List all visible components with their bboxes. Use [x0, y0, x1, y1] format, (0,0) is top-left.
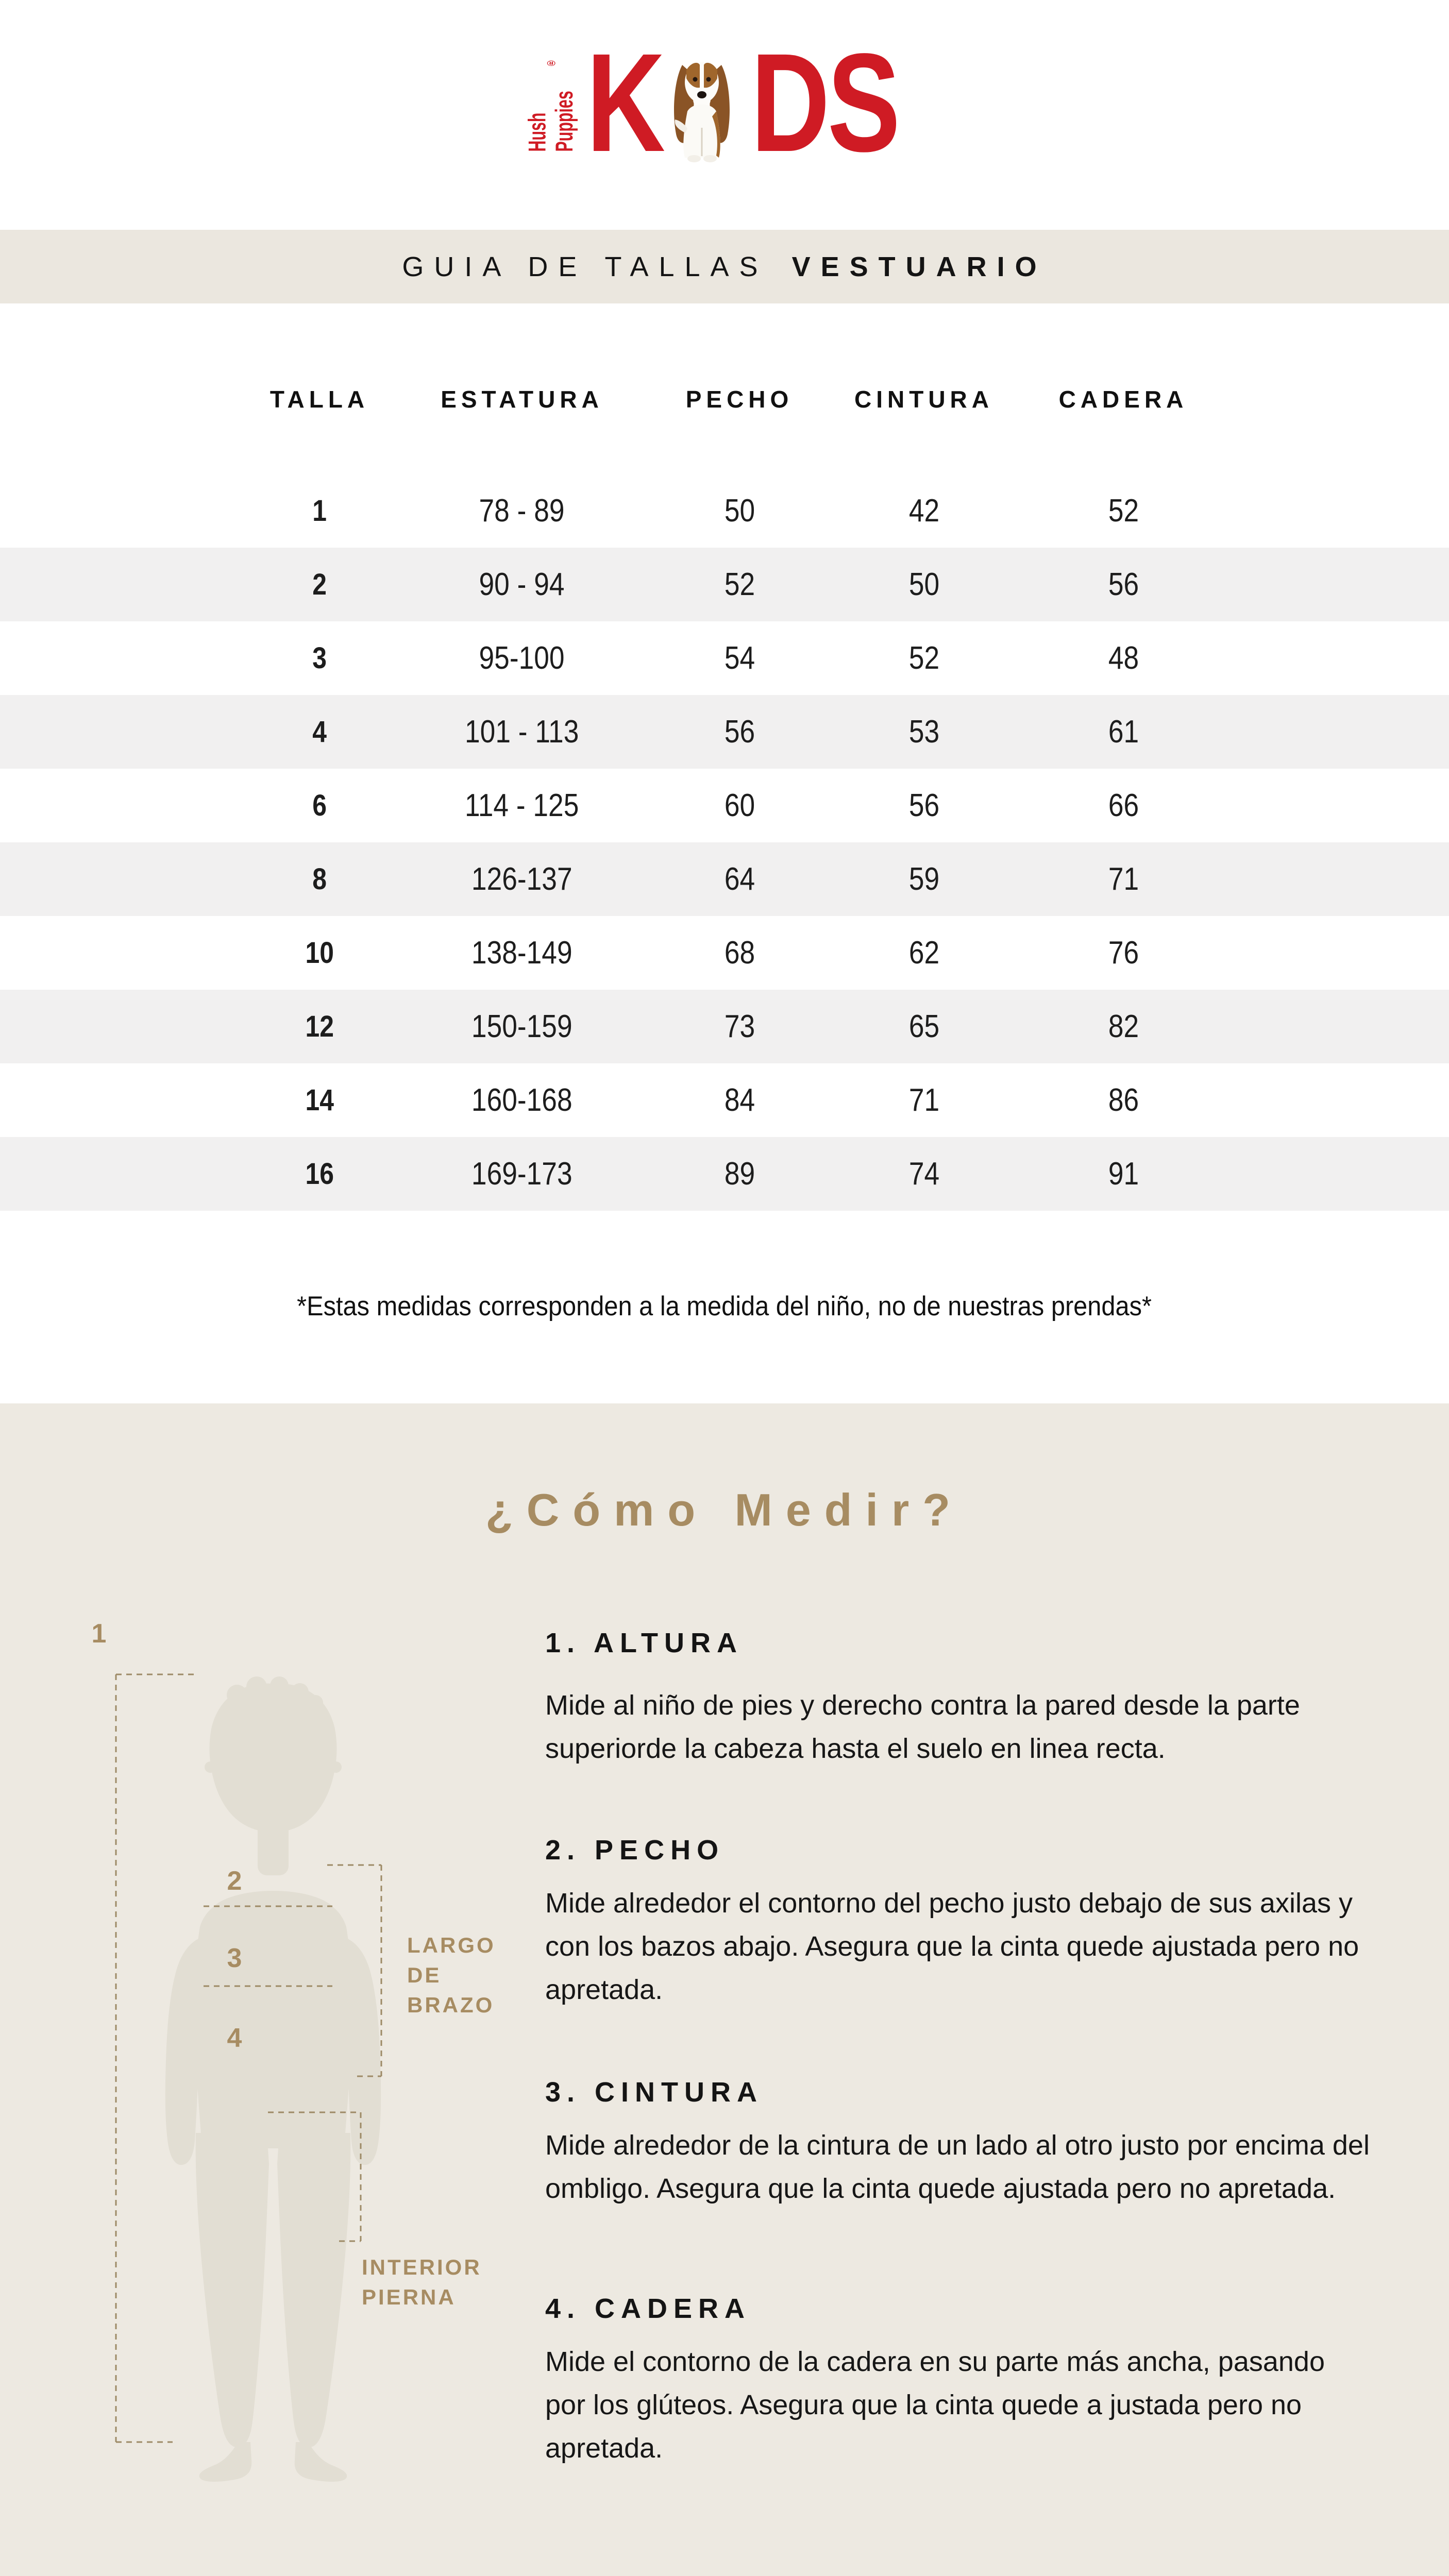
cell-talla: 8 — [312, 862, 327, 896]
banner-title-bold: VESTUARIO — [791, 251, 1047, 282]
brand-name-vertical — [525, 59, 579, 152]
table-row — [0, 769, 1449, 842]
header-estatura: ESTATURA — [441, 386, 603, 413]
cell-pecho: 68 — [724, 935, 755, 971]
cell-talla: 16 — [305, 1157, 334, 1191]
table-row — [0, 842, 1449, 916]
cell-cintura: 42 — [908, 493, 939, 529]
cell-pecho: 52 — [724, 567, 755, 602]
logo-letters-ds: DS — [751, 24, 898, 181]
table-row — [0, 548, 1449, 621]
header-cadera: CADERA — [1058, 386, 1188, 413]
cell-cintura: 62 — [908, 935, 939, 971]
size-table — [0, 474, 1449, 1211]
table-row — [0, 695, 1449, 769]
child-silhouette — [165, 1676, 381, 2482]
figure-label-2: 2 — [227, 1866, 242, 1896]
section-body-cadera: Mide el contorno de la cadera en su parte más ancha, pasando por los glúteos. Asegura que la cinta quede a justada pero no apretada. — [545, 2346, 1325, 2464]
cell-pecho: 64 — [724, 861, 755, 897]
cell-estatura: 126-137 — [471, 861, 572, 897]
table-row — [0, 621, 1449, 695]
child-silhouette-figure — [67, 1597, 510, 2524]
table-row — [0, 1137, 1449, 1211]
table-row — [0, 990, 1449, 1063]
cell-cintura: 53 — [908, 714, 939, 750]
cell-estatura: 150-159 — [471, 1009, 572, 1044]
cell-talla: 6 — [312, 789, 327, 822]
logo-letter-k: K — [586, 24, 663, 181]
cell-estatura: 114 - 125 — [465, 788, 579, 823]
cell-cintura: 50 — [908, 567, 939, 602]
table-row — [0, 474, 1449, 548]
cell-cadera: 91 — [1108, 1156, 1139, 1192]
size-guide-banner — [0, 230, 1449, 303]
cell-cintura: 59 — [908, 861, 939, 897]
cell-cintura: 71 — [908, 1082, 939, 1118]
cell-estatura: 169-173 — [471, 1156, 572, 1192]
section-body-cintura: Mide alrededor de la cintura de un lado al otro justo por encima del ombligo. Asegura que la cinta quede ajustada pero no apretada. — [545, 2130, 1370, 2204]
banner-title-regular: GUIA DE TALLAS — [402, 251, 768, 282]
cell-cadera: 76 — [1108, 935, 1139, 971]
cell-cadera: 66 — [1108, 788, 1139, 823]
table-row — [0, 1063, 1449, 1137]
registered-mark: ® — [545, 59, 558, 67]
cell-talla: 10 — [305, 936, 334, 970]
arm-length-label-line1: LARGO — [407, 1933, 496, 1957]
how-to-measure-title: ¿Cómo Medir? — [485, 1484, 964, 1535]
cell-talla: 12 — [305, 1010, 334, 1043]
size-table-header — [0, 361, 1449, 438]
cell-estatura: 101 - 113 — [465, 714, 579, 750]
cell-estatura: 138-149 — [471, 935, 572, 971]
section-heading-cadera: 4. CADERA — [545, 2293, 751, 2324]
cell-cadera: 71 — [1108, 861, 1139, 897]
header-talla: TALLA — [269, 386, 369, 413]
section-heading-altura: 1. ALTURA — [545, 1628, 743, 1658]
brand-logo — [0, 24, 1449, 181]
cell-pecho: 54 — [724, 640, 755, 676]
cell-pecho: 60 — [724, 788, 755, 823]
cell-talla: 3 — [312, 641, 327, 675]
section-heading-pecho: 2. PECHO — [545, 1835, 725, 1866]
inseam-label-line2: PIERNA — [362, 2285, 456, 2309]
brand-name-text: Hush Puppies — [524, 91, 579, 152]
cell-cadera: 61 — [1108, 714, 1139, 750]
table-row — [0, 916, 1449, 990]
cell-cadera: 52 — [1108, 493, 1139, 529]
figure-label-4: 4 — [227, 2023, 242, 2053]
cell-talla: 1 — [312, 494, 327, 528]
arm-length-label-line3: BRAZO — [407, 1993, 495, 2017]
inseam-label-line1: INTERIOR — [362, 2255, 482, 2279]
cell-cadera: 82 — [1108, 1009, 1139, 1044]
cell-cintura: 65 — [908, 1009, 939, 1044]
cell-cadera: 48 — [1108, 640, 1139, 676]
header-pecho: PECHO — [685, 386, 794, 413]
section-body-pecho: Mide alrededor el contorno del pecho justo debajo de sus axilas y con los bazos abajo. Asegura que la cinta quede ajustada pero no apretada. — [545, 1888, 1359, 2005]
header-cintura: CINTURA — [854, 386, 993, 413]
cell-pecho: 84 — [724, 1082, 755, 1118]
cell-pecho: 73 — [724, 1009, 755, 1044]
cell-pecho: 50 — [724, 493, 755, 529]
cell-cintura: 56 — [908, 788, 939, 823]
cell-estatura: 90 - 94 — [479, 567, 565, 602]
figure-label-1: 1 — [91, 1619, 107, 1649]
cell-talla: 4 — [312, 715, 327, 749]
cell-cintura: 74 — [908, 1156, 939, 1192]
section-body-altura: Mide al niño de pies y derecho contra la pared desde la parte superiorde la cabeza hasta el suelo en linea recta. — [545, 1690, 1300, 1764]
cell-pecho: 89 — [724, 1156, 755, 1192]
cell-talla: 14 — [305, 1083, 334, 1117]
cell-pecho: 56 — [724, 714, 755, 750]
basset-hound-dog-icon — [670, 50, 733, 166]
cell-cadera: 86 — [1108, 1082, 1139, 1118]
arm-length-label-line2: DE — [407, 1963, 442, 1987]
cell-cadera: 56 — [1108, 567, 1139, 602]
cell-talla: 2 — [312, 568, 327, 601]
section-heading-cintura: 3. CINTURA — [545, 2077, 764, 2108]
cell-cintura: 52 — [908, 640, 939, 676]
cell-estatura: 160-168 — [471, 1082, 572, 1118]
figure-label-3: 3 — [227, 1943, 242, 1973]
cell-estatura: 78 - 89 — [479, 493, 565, 529]
measurement-footnote: *Estas medidas corresponden a la medida del niño, no de nuestras prendas* — [297, 1291, 1152, 1321]
cell-estatura: 95-100 — [479, 640, 565, 676]
